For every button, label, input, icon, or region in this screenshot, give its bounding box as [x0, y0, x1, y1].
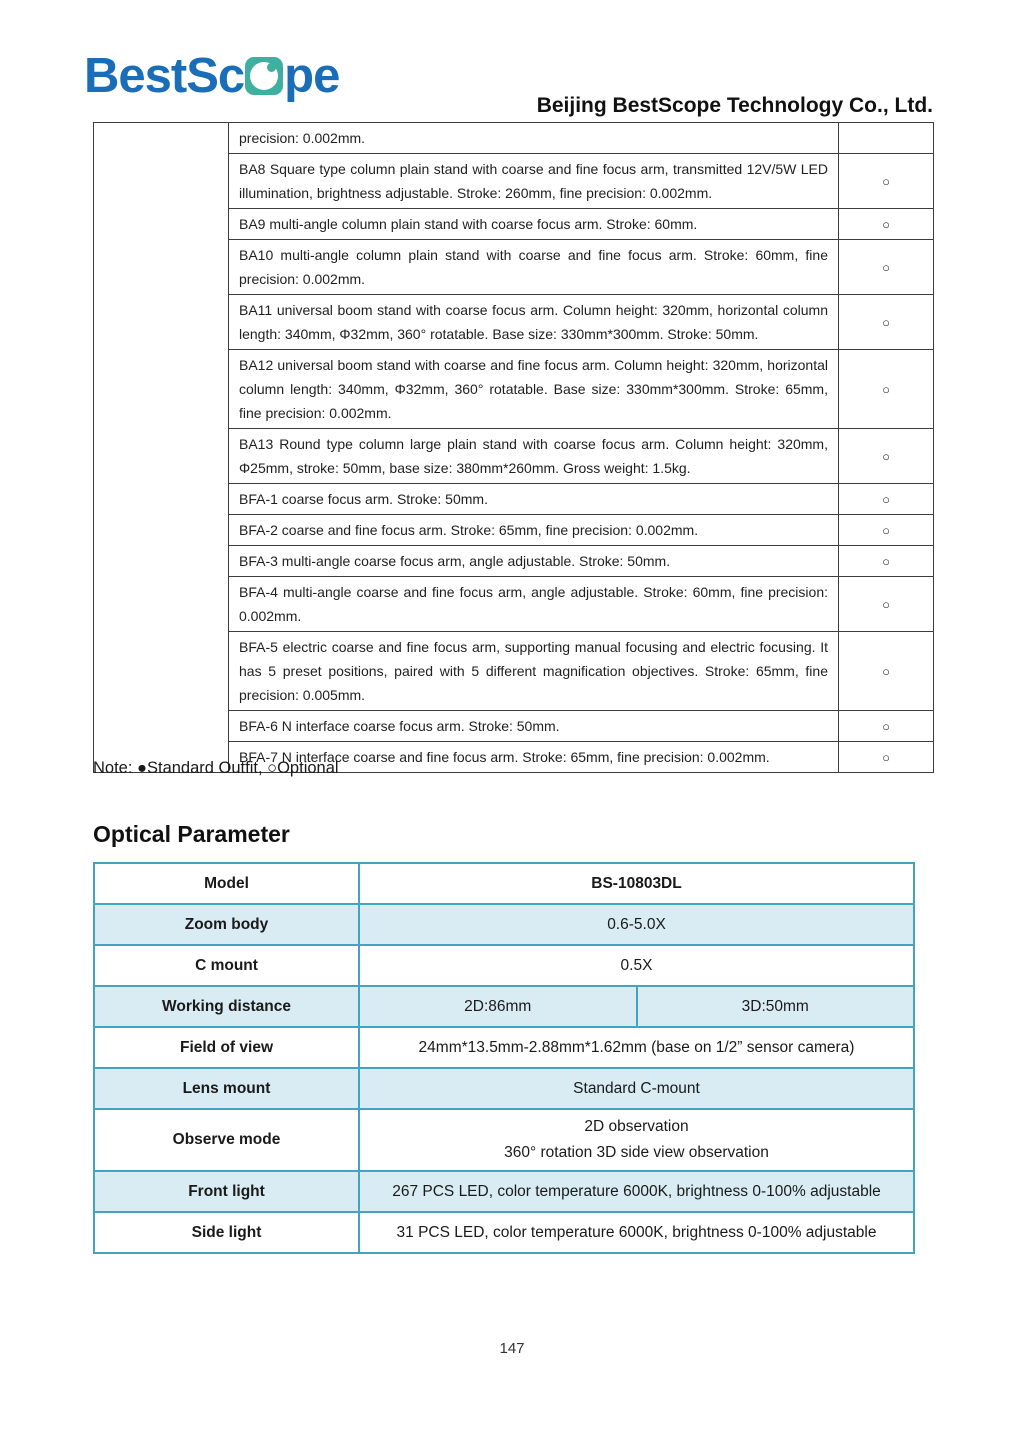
logo-text-left: BestSc — [84, 49, 245, 103]
accessory-row — [94, 123, 934, 154]
optical-value: 0.5X — [359, 945, 914, 986]
optical-label: Front light — [94, 1171, 359, 1212]
optical-value: 2D observation 360° rotation 3D side view observation — [359, 1109, 914, 1171]
optical-label: Model — [94, 863, 359, 904]
accessory-optional-mark: ○ — [839, 209, 934, 240]
accessory-description: BA10 multi-angle column plain stand with coarse and fine focus arm. Stroke: 60mm, fine precision: 0.002mm. — [229, 240, 839, 295]
accessory-description: precision: 0.002mm. — [229, 123, 839, 154]
optical-value: 24mm*13.5mm-2.88mm*1.62mm (base on 1/2” sensor camera) — [359, 1027, 914, 1068]
optical-row — [94, 1212, 914, 1253]
accessory-optional-mark: ○ — [839, 515, 934, 546]
accessory-optional-mark: ○ — [839, 742, 934, 773]
accessory-optional-mark: ○ — [839, 429, 934, 484]
optical-row — [94, 1171, 914, 1212]
accessory-description: BFA-3 multi-angle coarse focus arm, angle adjustable. Stroke: 50mm. — [229, 546, 839, 577]
accessories-table — [93, 122, 934, 773]
note-line: Note: ●Standard Outfit, ○Optional — [93, 759, 339, 777]
accessory-description: BFA-5 electric coarse and fine focus arm, supporting manual focusing and electric focusing. It has 5 preset positions, paired with 5 different magnification objectives. Stroke: 65mm, fine precision: 0.005mm. — [229, 632, 839, 711]
accessory-left-spacer-cell — [94, 123, 229, 773]
optical-value: BS-10803DL — [359, 863, 914, 904]
optical-row — [94, 1068, 914, 1109]
accessory-optional-mark: ○ — [839, 711, 934, 742]
accessory-optional-mark — [839, 123, 934, 154]
optical-parameter-heading: Optical Parameter — [93, 821, 290, 847]
optical-label: Working distance — [94, 986, 359, 1027]
optical-row — [94, 1027, 914, 1068]
accessory-description: BFA-1 coarse focus arm. Stroke: 50mm. — [229, 484, 839, 515]
accessory-optional-mark: ○ — [839, 240, 934, 295]
accessory-description: BA9 multi-angle column plain stand with coarse focus arm. Stroke: 60mm. — [229, 209, 839, 240]
accessory-description: BFA-7 N interface coarse and fine focus arm. Stroke: 65mm, fine precision: 0.002mm. — [229, 742, 839, 773]
accessory-description: BA8 Square type column plain stand with coarse and fine focus arm, transmitted 12V/5W LED illumination, brightness adjustable. Stroke: 260mm, fine precision: 0.002mm. — [229, 154, 839, 209]
optical-row — [94, 904, 914, 945]
page-number: 147 — [499, 1340, 525, 1357]
accessory-description: BA13 Round type column large plain stand with coarse focus arm. Column height: 320mm, Φ25mm, stroke: 50mm, base size: 380mm*260mm. Gross weight: 1.5kg. — [229, 429, 839, 484]
optical-label: C mount — [94, 945, 359, 986]
optical-row — [94, 1109, 914, 1171]
bestscope-logo — [84, 49, 340, 103]
optical-label: Zoom body — [94, 904, 359, 945]
accessory-optional-mark: ○ — [839, 350, 934, 429]
optical-label: Side light — [94, 1212, 359, 1253]
optical-label: Observe mode — [94, 1109, 359, 1171]
optical-value: 267 PCS LED, color temperature 6000K, brightness 0-100% adjustable — [359, 1171, 914, 1212]
optical-value: Standard C-mount — [359, 1068, 914, 1109]
accessory-optional-mark: ○ — [839, 484, 934, 515]
optical-row — [94, 863, 914, 904]
company-name: Beijing BestScope Technology Co., Ltd. — [536, 94, 933, 117]
optical-value: 3D:50mm — [637, 986, 915, 1027]
accessory-optional-mark: ○ — [839, 295, 934, 350]
accessory-description: BA11 universal boom stand with coarse focus arm. Column height: 320mm, horizontal column length: 340mm, Φ32mm, 360° rotatable. Base size: 330mm*300mm. Stroke: 50mm. — [229, 295, 839, 350]
optical-label: Lens mount — [94, 1068, 359, 1109]
optical-parameter-table — [93, 862, 915, 1254]
accessory-description: BFA-2 coarse and fine focus arm. Stroke: 65mm, fine precision: 0.002mm. — [229, 515, 839, 546]
optical-value: 2D:86mm — [359, 986, 637, 1027]
optical-value: 31 PCS LED, color temperature 6000K, brightness 0-100% adjustable — [359, 1212, 914, 1253]
accessory-optional-mark: ○ — [839, 154, 934, 209]
optical-value: 0.6-5.0X — [359, 904, 914, 945]
optical-row — [94, 945, 914, 986]
accessory-description: BFA-6 N interface coarse focus arm. Stroke: 50mm. — [229, 711, 839, 742]
lens-icon — [245, 57, 283, 95]
accessory-optional-mark: ○ — [839, 546, 934, 577]
optical-row — [94, 986, 914, 1027]
accessory-optional-mark: ○ — [839, 632, 934, 711]
optical-label: Field of view — [94, 1027, 359, 1068]
logo-text-right: pe — [284, 49, 340, 103]
accessory-description: BFA-4 multi-angle coarse and fine focus arm, angle adjustable. Stroke: 60mm, fine precision: 0.002mm. — [229, 577, 839, 632]
accessory-optional-mark: ○ — [839, 577, 934, 632]
accessory-description: BA12 universal boom stand with coarse and fine focus arm. Column height: 320mm, horizontal column length: 340mm, Φ32mm, 360° rotatable. Base size: 330mm*300mm. Stroke: 65mm, fine precision: 0.002mm. — [229, 350, 839, 429]
